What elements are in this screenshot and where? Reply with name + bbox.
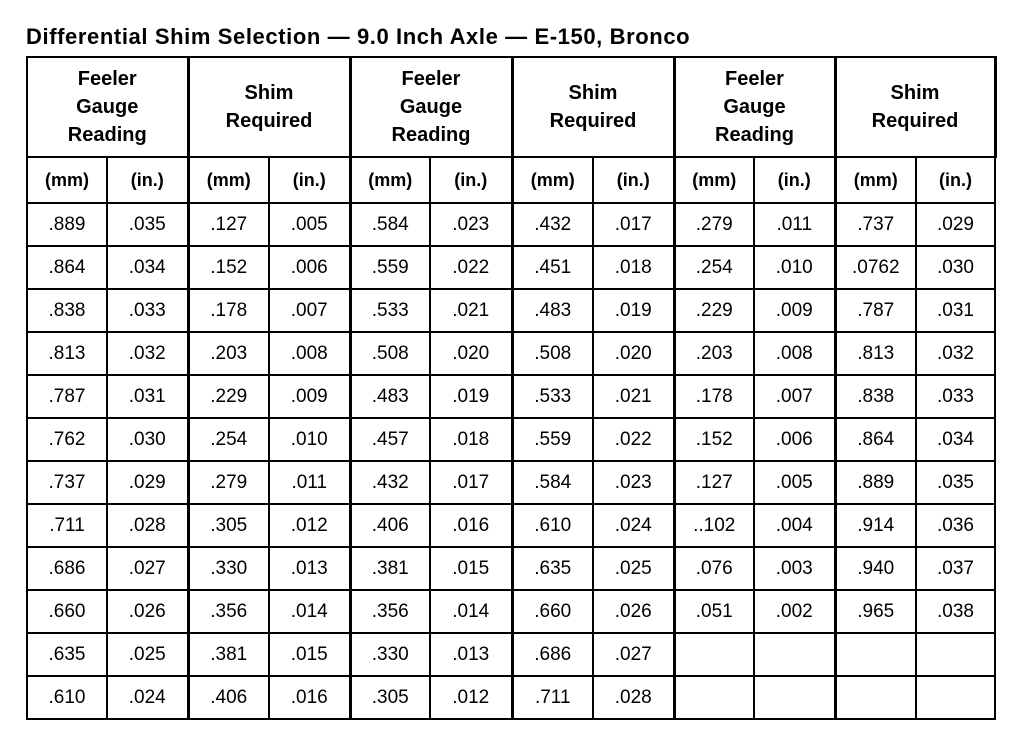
table-cell: .584: [512, 461, 593, 504]
table-cell: .533: [512, 375, 593, 418]
table-cell: .356: [350, 590, 430, 633]
table-cell: .007: [754, 375, 835, 418]
table-cell: [754, 676, 835, 719]
table-cell: .305: [350, 676, 430, 719]
table-cell: .838: [27, 289, 107, 332]
table-cell: .229: [674, 289, 754, 332]
table-cell: .018: [430, 418, 512, 461]
table-cell: .0762: [835, 246, 916, 289]
table-row: [27, 590, 995, 633]
table-cell: .432: [512, 203, 593, 246]
table-row: [27, 375, 995, 418]
table-cell: .024: [593, 504, 674, 547]
table-cell: .559: [512, 418, 593, 461]
table-cell: .035: [916, 461, 995, 504]
table-cell: .003: [754, 547, 835, 590]
table-cell: [835, 633, 916, 676]
table-cell: .356: [188, 590, 269, 633]
table-cell: .660: [512, 590, 593, 633]
table-cell: .008: [754, 332, 835, 375]
table-cell: .965: [835, 590, 916, 633]
table-cell: .051: [674, 590, 754, 633]
table-cell: .787: [835, 289, 916, 332]
table-cell: .005: [754, 461, 835, 504]
table-cell: .013: [430, 633, 512, 676]
table-cell: .914: [835, 504, 916, 547]
table-cell: [674, 633, 754, 676]
table-cell: .864: [27, 246, 107, 289]
table-cell: .006: [754, 418, 835, 461]
table-cell: .022: [430, 246, 512, 289]
table-cell: .008: [269, 332, 350, 375]
table-row: [27, 676, 995, 719]
table-cell: .864: [835, 418, 916, 461]
table-cell: .635: [512, 547, 593, 590]
table-cell: .020: [430, 332, 512, 375]
table-row: [27, 289, 995, 332]
table-cell: .584: [350, 203, 430, 246]
table-cell: .035: [107, 203, 188, 246]
table-cell: .021: [430, 289, 512, 332]
unit-in-header: (in.): [430, 157, 512, 203]
table-cell: .737: [835, 203, 916, 246]
shim-required-header: Shim Required: [512, 57, 674, 157]
table-cell: .813: [835, 332, 916, 375]
table-row: [27, 203, 995, 246]
table-cell: [754, 633, 835, 676]
table-cell: .016: [430, 504, 512, 547]
table-cell: .483: [512, 289, 593, 332]
unit-in-header: (in.): [916, 157, 995, 203]
table-cell: .028: [593, 676, 674, 719]
table-cell: .432: [350, 461, 430, 504]
table-cell: .940: [835, 547, 916, 590]
unit-mm-header: (mm): [188, 157, 269, 203]
table-cell: .014: [269, 590, 350, 633]
table-cell: .015: [269, 633, 350, 676]
table-row: [27, 418, 995, 461]
table-cell: .023: [430, 203, 512, 246]
table-cell: .037: [916, 547, 995, 590]
table-cell: ..102: [674, 504, 754, 547]
unit-in-header: (in.): [754, 157, 835, 203]
table-row: [27, 504, 995, 547]
table-cell: .016: [269, 676, 350, 719]
shim-required-header: Shim Required: [835, 57, 995, 157]
table-cell: .009: [754, 289, 835, 332]
group-header-row: [27, 57, 995, 157]
table-cell: .029: [107, 461, 188, 504]
table-cell: .152: [674, 418, 754, 461]
table-cell: .027: [107, 547, 188, 590]
table-cell: .030: [107, 418, 188, 461]
table-cell: .178: [188, 289, 269, 332]
table-cell: .254: [188, 418, 269, 461]
table-cell: .406: [350, 504, 430, 547]
table-cell: .033: [916, 375, 995, 418]
table-cell: .635: [27, 633, 107, 676]
table-cell: .026: [593, 590, 674, 633]
table-cell: .009: [269, 375, 350, 418]
table-cell: .533: [350, 289, 430, 332]
unit-in-header: (in.): [107, 157, 188, 203]
table-cell: .711: [27, 504, 107, 547]
table-cell: .610: [512, 504, 593, 547]
table-cell: .451: [512, 246, 593, 289]
table-row: [27, 461, 995, 504]
table-cell: .034: [107, 246, 188, 289]
table-cell: .330: [350, 633, 430, 676]
table-cell: .279: [188, 461, 269, 504]
table-cell: .305: [188, 504, 269, 547]
table-cell: .033: [107, 289, 188, 332]
table-cell: .011: [269, 461, 350, 504]
table-cell: .559: [350, 246, 430, 289]
table-cell: .019: [430, 375, 512, 418]
table-cell: .034: [916, 418, 995, 461]
table-row: [27, 332, 995, 375]
table-cell: .017: [430, 461, 512, 504]
table-cell: .032: [107, 332, 188, 375]
unit-mm-header: (mm): [27, 157, 107, 203]
feeler-gauge-header: Feeler Gauge Reading: [27, 57, 188, 157]
table-cell: .030: [916, 246, 995, 289]
unit-mm-header: (mm): [835, 157, 916, 203]
table-cell: .203: [188, 332, 269, 375]
table-cell: .010: [754, 246, 835, 289]
table-cell: .686: [27, 547, 107, 590]
table-cell: .457: [350, 418, 430, 461]
table-cell: .011: [754, 203, 835, 246]
table-cell: .015: [430, 547, 512, 590]
table-cell: .127: [188, 203, 269, 246]
feeler-gauge-header: Feeler Gauge Reading: [350, 57, 512, 157]
table-cell: .152: [188, 246, 269, 289]
table-cell: .006: [269, 246, 350, 289]
table-cell: .024: [107, 676, 188, 719]
table-cell: .660: [27, 590, 107, 633]
table-cell: .483: [350, 375, 430, 418]
table-cell: .019: [593, 289, 674, 332]
table-body: [27, 203, 995, 719]
table-cell: .023: [593, 461, 674, 504]
table-cell: .127: [674, 461, 754, 504]
table-cell: .032: [916, 332, 995, 375]
shim-selection-table: [26, 56, 997, 720]
table-cell: .013: [269, 547, 350, 590]
table-row: [27, 633, 995, 676]
table-cell: .031: [107, 375, 188, 418]
table-cell: .027: [593, 633, 674, 676]
unit-in-header: (in.): [593, 157, 674, 203]
table-cell: .010: [269, 418, 350, 461]
table-cell: .787: [27, 375, 107, 418]
table-cell: .012: [430, 676, 512, 719]
table-cell: [916, 676, 995, 719]
table-cell: .021: [593, 375, 674, 418]
table-cell: .178: [674, 375, 754, 418]
table-cell: .203: [674, 332, 754, 375]
table-cell: .005: [269, 203, 350, 246]
table-cell: .076: [674, 547, 754, 590]
unit-mm-header: (mm): [674, 157, 754, 203]
unit-mm-header: (mm): [512, 157, 593, 203]
table-cell: .036: [916, 504, 995, 547]
table-cell: .838: [835, 375, 916, 418]
table-cell: .508: [350, 332, 430, 375]
table-cell: .889: [27, 203, 107, 246]
table-cell: [916, 633, 995, 676]
table-title: Differential Shim Selection — 9.0 Inch Axle — E-150, Bronco: [26, 24, 691, 49]
units-header-row: [27, 157, 995, 203]
unit-in-header: (in.): [269, 157, 350, 203]
unit-mm-header: (mm): [350, 157, 430, 203]
table-cell: .018: [593, 246, 674, 289]
table-cell: .038: [916, 590, 995, 633]
table-cell: [674, 676, 754, 719]
table-cell: .025: [593, 547, 674, 590]
table-cell: .229: [188, 375, 269, 418]
table-cell: .330: [188, 547, 269, 590]
feeler-gauge-header: Feeler Gauge Reading: [674, 57, 835, 157]
table-row: [27, 547, 995, 590]
table-cell: .711: [512, 676, 593, 719]
table-cell: .610: [27, 676, 107, 719]
table-cell: .813: [27, 332, 107, 375]
table-cell: .022: [593, 418, 674, 461]
table-cell: .737: [27, 461, 107, 504]
table-cell: .028: [107, 504, 188, 547]
table-cell: .889: [835, 461, 916, 504]
table-cell: .026: [107, 590, 188, 633]
table-cell: .014: [430, 590, 512, 633]
shim-required-header: Shim Required: [188, 57, 350, 157]
table-cell: .406: [188, 676, 269, 719]
table-cell: .031: [916, 289, 995, 332]
table-cell: .686: [512, 633, 593, 676]
table-cell: .381: [188, 633, 269, 676]
table-cell: .029: [916, 203, 995, 246]
table-cell: .002: [754, 590, 835, 633]
table-row: [27, 246, 995, 289]
table-cell: .025: [107, 633, 188, 676]
table-cell: .017: [593, 203, 674, 246]
table-cell: .254: [674, 246, 754, 289]
table-cell: .020: [593, 332, 674, 375]
table-cell: .508: [512, 332, 593, 375]
table-cell: .279: [674, 203, 754, 246]
table-cell: .007: [269, 289, 350, 332]
table-cell: .004: [754, 504, 835, 547]
table-cell: [835, 676, 916, 719]
table-cell: .762: [27, 418, 107, 461]
table-cell: .012: [269, 504, 350, 547]
table-cell: .381: [350, 547, 430, 590]
